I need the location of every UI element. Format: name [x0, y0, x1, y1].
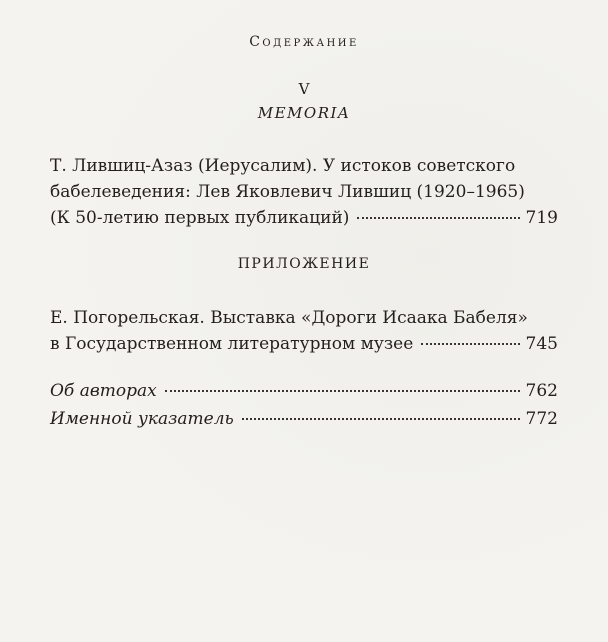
dot-leader [421, 343, 519, 345]
toc-entry-line: Т. Лившиц-Азаз (Иерусалим). У истоков советского [50, 156, 516, 176]
toc-entry-line: бабелеведения: Лев Яковлевич Лившиц (1920–1965) [50, 182, 525, 202]
section-number: V [298, 80, 310, 98]
toc-entry-text: Об авторах [50, 381, 157, 401]
toc-entry-about-authors[interactable] [50, 378, 558, 404]
page-number: 762 [525, 381, 558, 401]
appendix-title: ПРИЛОЖЕНИЕ [237, 256, 371, 272]
toc-entry-text: Именной указатель [50, 409, 234, 429]
toc-entry-last-line[interactable] [50, 331, 558, 357]
page-number: 745 [525, 334, 558, 354]
running-head: Содержание [249, 34, 359, 50]
toc-entry-text: (К 50-летию первых публикаций) [50, 208, 350, 228]
section-title: MEMORIA [257, 104, 351, 122]
dot-leader [165, 390, 520, 392]
page-number: 719 [525, 208, 558, 228]
toc-entry-text: в Государственном литературном музее [50, 334, 414, 354]
page-number: 772 [525, 409, 558, 429]
toc-entry-name-index[interactable] [50, 406, 558, 432]
dot-leader [242, 418, 520, 420]
toc-entry-line: Е. Погорельская. Выставка «Дороги Исаака Бабеля» [50, 308, 528, 328]
dot-leader [357, 217, 519, 219]
toc-entry-last-line[interactable] [50, 205, 558, 231]
